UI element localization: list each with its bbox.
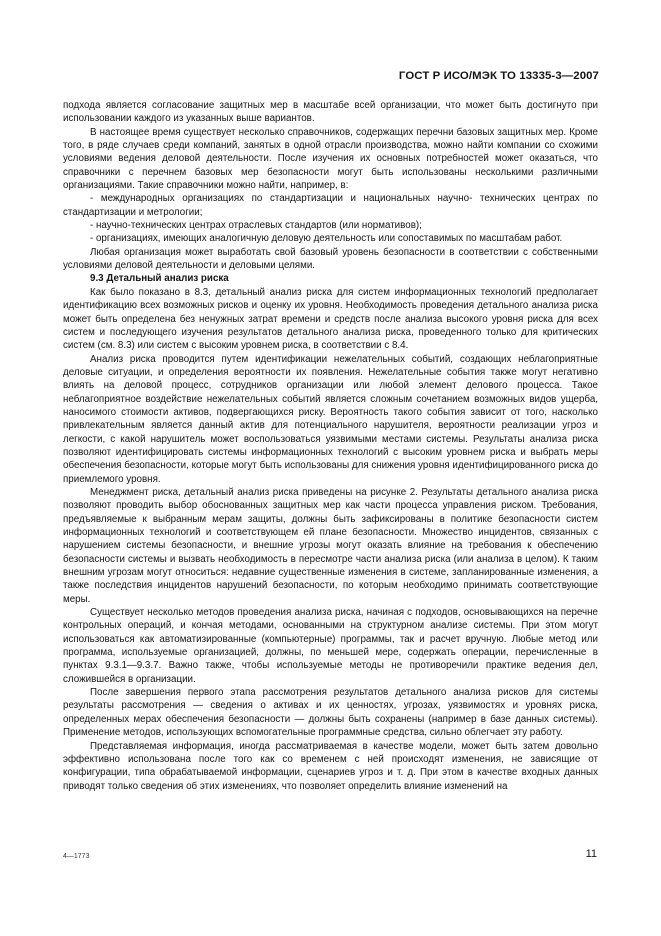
list-item: - организациях, имеющих аналогичную деловую деятельность или сопоставимых по масштабам работ.: [90, 233, 563, 245]
paragraph: После завершения первого этапа рассмотрения результатов детального анализа рисков для системы результаты рассмотрения — сведения о активах и их ценностях, угрозах, уязвимостях и уровнях риска, определенных мерах обеспечения безопасности — должны быть сохранены (например в базе данных системы). Применение методов, использующих вспомогательные программные средства, сильно облегчает эту работу.: [63, 687, 598, 739]
section-heading: 9.3 Детальный анализ риска: [90, 273, 229, 285]
paragraph: Любая организация может выработать свой базовый уровень безопасности в соответствии с собственными условиями деловой деятельности и деловыми целями.: [63, 246, 598, 272]
paragraph: Менеджмент риска, детальный анализ риска приведены на рисунке 2. Результаты детального анализа риска позволяют проводить выбор обоснованных защитных мер как части процесса управления риском. Требования, предъявляемые к выбранным мерам защиты, должны быть зафиксированы в политике безопасности систем информационных технологий и соответствующем ей плане безопасности. Множество инцидентов, связанных с нарушением системы безопасности, и внешние угрозы могут оказать влияние на требования к обеспечению безопасности системы и вызвать необходимость в пересмотре части анализа риска (или анализа в целом). К таким внешним угрозам могут относиться: недавние существенные изменения в системе, запланированные изменения, а также последствия инцидентов нарушений безопасности, по которым необходимо принимать соответствующие меры.: [63, 486, 598, 605]
paragraph-continuation: подхода является согласование защитных мер в масштабе всей организации, что может быть достигнуто при использовании каждого из указанных выше вариантов.: [63, 100, 598, 125]
page-number: 11: [585, 848, 597, 860]
footer-code: 4—1773: [63, 853, 90, 860]
paragraph: Как было показано в 8.3, детальный анализ риска для систем информационных технологий предполагает идентификацию всех возможных рисков и оценку их уровня. Необходимость проведения детального анализа риска может быть определена без ненужных затрат времени и средств после анализа высокого уровня риска для всех систем и последующего изучения результатов детального анализа риска, проведенного только для критических систем (см. 8.3) или систем с высоким уровнем риска, в соответствии с 8.4.: [63, 286, 598, 352]
paragraph: Анализ риска проводится путем идентификации нежелательных событий, создающих неблагоприятные деловые ситуации, и определения вероятности их появления. Нежелательные события также могут негативно влиять на деловой процесс, сотрудников организации или любой элемент делового процесса. Такое неблагоприятное воздействие нежелательных событий является сложным сочетанием возможных видов ущерба, наносимого стоимости активов, подвергающихся риску. Вероятность такого события зависит от того, насколько привлекательным является данный актив для потенциального нарушителя, вероятности реализации угроз и легкости, с какой нарушитель может воспользоваться уязвимыми местами системы. Результаты анализа риска позволяют идентифицировать системы информационных технологий с высоким уровнем риска и выбрать меры обеспечения безопасности, которые могут быть использованы для снижения уровня идентифицированного риска до приемлемого уровня.: [63, 353, 598, 485]
paragraph: Существует несколько методов проведения анализа риска, начиная с подходов, основывающихся на перечне контрольных операций, и кончая методами, основанными на структурном анализе системы. При этом могут использоваться как автоматизированные (компьютерные) программы, так и расчет вручную. Любые метод или программа, используемые организацией, должны, по меньшей мере, содержать операции, перечисленные в пунктах 9.3.1—9.3.7. Важно также, чтобы используемые методы не противоречили практике ведения дел, сложившейся в организации.: [63, 607, 598, 685]
list-item: - международных организациях по стандартизации и национальных научно- технических центрах по стандартизации и метрологии;: [63, 193, 598, 218]
paragraph: В настоящее время существует несколько справочников, содержащих перечни базовых защитных мер. Кроме того, в ряде случаев среди компаний, занятых в одной отрасли производства, можно найти компании со схожими условиями ведения деловой деятельности. После изучения их основных потребностей может оказаться, что справочники с перечнем базовых мер безопасности могут быть использованы несколькими различными организациями. Такие справочники можно найти, например, в:: [63, 126, 598, 192]
paragraph: Представляемая информация, иногда рассматриваемая в качестве модели, может быть затем довольно эффективно использована после того как со временем с ней происходят изменения, не зависящие от конфигурации, типа обрабатываемой информации, сценариев угроз и т. д. При этом в качестве входных данных приводят только сведения об этих изменениях, что позволяет определить влияние изменений на: [63, 740, 598, 792]
document-header: ГОСТ Р ИСО/МЭК ТО 13335-3—2007: [398, 70, 599, 82]
document-body: [63, 99, 598, 793]
list-item: - научно-технических центрах отраслевых стандартов (или нормативов);: [90, 220, 422, 232]
